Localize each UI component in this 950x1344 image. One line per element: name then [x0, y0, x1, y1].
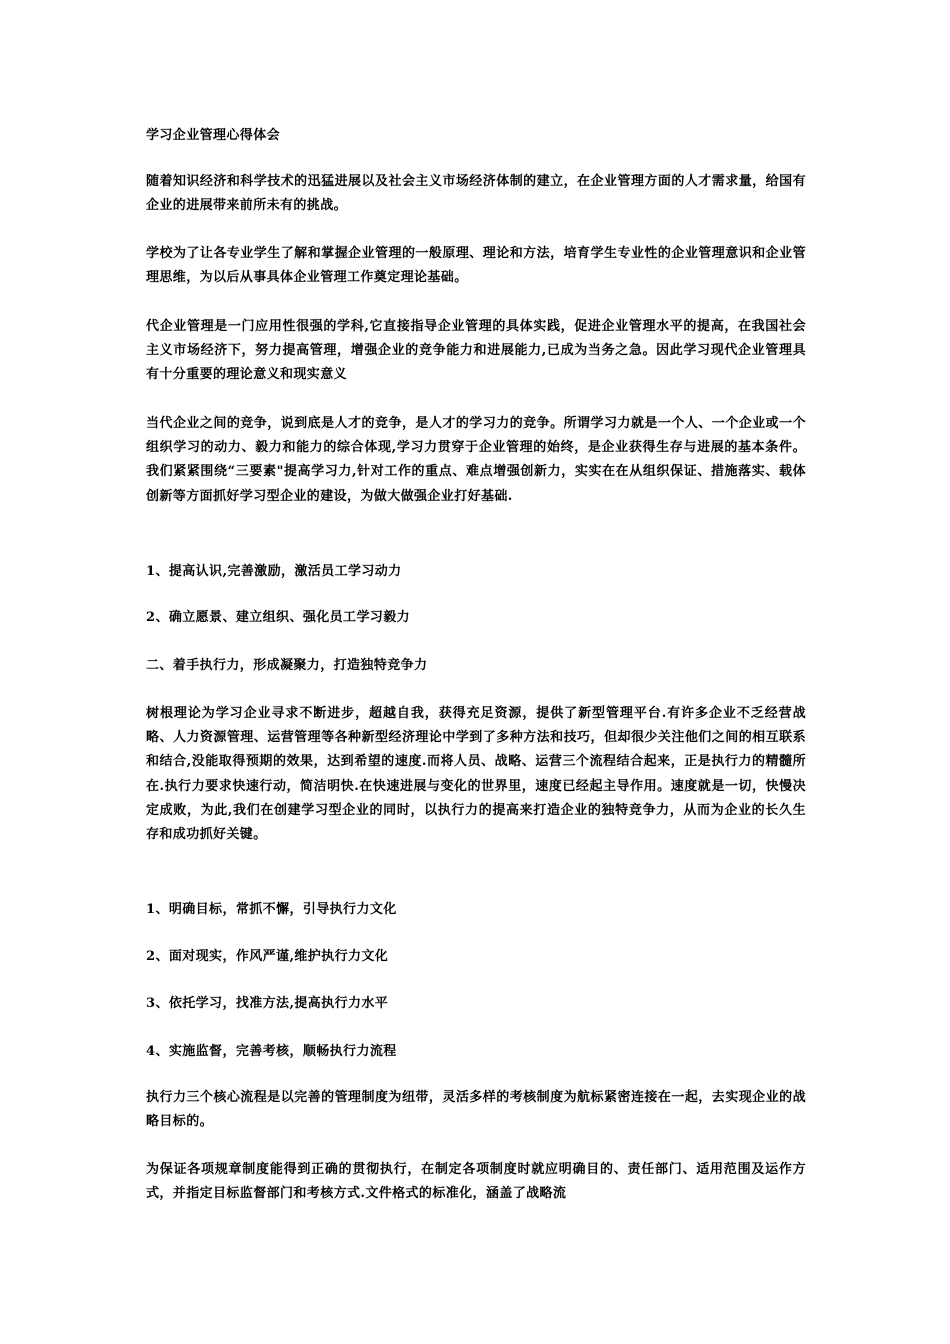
list-item-6: 4、实施监督，完善考核，顺畅执行力流程 — [146, 1044, 397, 1059]
list-item-1: 1、提高认识,完善激励，激活员工学习动力 — [146, 564, 402, 579]
section-heading: 二、着手执行力，形成凝聚力，打造独特竞争力 — [146, 658, 428, 673]
list-item-2: 2、确立愿景、建立组织、强化员工学习毅力 — [146, 610, 411, 625]
list-item-3: 1、明确目标，常抓不懈，引导执行力文化 — [146, 902, 397, 917]
paragraph-3: 代企业管理是一门应用性很强的学科,它直接指导企业管理的具体实践，促进企业管理水平的提高，在我国社会主义市场经济下，努力提高管理，增强企业的竞争能力和进展能力,已成为当务之急。因此学习现代企业管理具有十分重要的理论意义和现实意义 — [146, 319, 806, 383]
paragraph-5: 树根理论为学习企业寻求不断进步，超越自我，获得充足资源，提供了新型管理平台.有许多企业不乏经营战略、人力资源管理、运营管理等各种新型经济理论中学到了多种方法和技巧，但却很少关注他们之间的相互联系和结合,没能取得预期的效果，达到希望的速度.而将人员、战略、运营三个流程结合起来，正是执行力的精髓所在.执行力要求快速行动，简洁明快.在快速进展与变化的世界里，速度已经起主导作用。速度就是一切，快慢决定成败，为此,我们在创建学习型企业的同时，以执行力的提高来打造企业的独特竞争力，从而为企业的长久生存和成功抓好关键。 — [146, 706, 806, 843]
document-title: 学习企业管理心得体会 — [146, 128, 281, 143]
paragraph-6: 执行力三个核心流程是以完善的管理制度为纽带，灵活多样的考核制度为航标紧密连接在一起，去实现企业的战略目标的。 — [146, 1090, 806, 1130]
paragraph-4: 当代企业之间的竞争，说到底是人才的竞争，是人才的学习力的竞争。所谓学习力就是一个人、一个企业或一个组织学习的动力、毅力和能力的综合体现,学习力贯穿于企业管理的始终，是企业获得生存与进展的基本条件。我们紧紧围绕“三要素"提高学习力,针对工作的重点、难点增强创新力，实实在在从组织保证、措施落实、载体创新等方面抓好学习型企业的建设，为做大做强企业打好基础. — [146, 416, 806, 504]
paragraph-1: 随着知识经济和科学技术的迅猛进展以及社会主义市场经济体制的建立，在企业管理方面的人才需求量，给国有企业的进展带来前所未有的挑战。 — [146, 174, 806, 214]
paragraph-2: 学校为了让各专业学生了解和掌握企业管理的一般原理、理论和方法，培育学生专业性的企业管理意识和企业管理思维，为以后从事具体企业管理工作奠定理论基础。 — [146, 246, 806, 286]
list-item-4: 2、面对现实，作风严谨,维护执行力文化 — [146, 949, 389, 964]
paragraph-7: 为保证各项规章制度能得到正确的贯彻执行，在制定各项制度时就应明确目的、责任部门、适用范围及运作方式，并指定目标监督部门和考核方式.文件格式的标准化，涵盖了战略流 — [146, 1162, 806, 1202]
list-item-5: 3、依托学习，找准方法,提高执行力水平 — [146, 996, 389, 1011]
